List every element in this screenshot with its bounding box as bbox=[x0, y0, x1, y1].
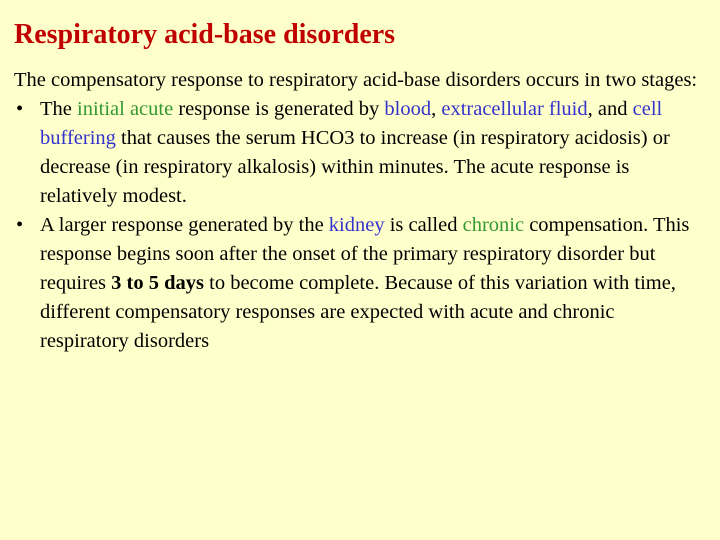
term-kidney: kidney bbox=[328, 213, 385, 236]
slide-title: Respiratory acid-base disorders bbox=[14, 19, 396, 50]
text-segment: response is generated by bbox=[173, 97, 385, 120]
text-segment: , and bbox=[587, 97, 633, 120]
bullet-item-acute bbox=[14, 95, 706, 211]
text-segment: is called bbox=[384, 213, 463, 236]
bullet-marker: • bbox=[16, 213, 24, 236]
term-3-to-5-days: 3 to 5 days bbox=[111, 271, 204, 294]
term-chronic: chronic bbox=[462, 213, 525, 236]
term-extracellular-fluid: extracellular fluid bbox=[441, 97, 588, 120]
text-segment: , bbox=[431, 97, 442, 120]
text-segment: A larger response generated by the bbox=[40, 213, 329, 236]
intro-paragraph: The compensatory response to respiratory acid-base disorders occurs in two stages: bbox=[14, 68, 698, 91]
slide-body bbox=[14, 66, 706, 356]
text-segment: compensation. This response begins soon after the onset of the primary respiratory disorder but requires bbox=[40, 213, 690, 294]
text-segment: The bbox=[40, 97, 77, 120]
bullet-marker: • bbox=[16, 97, 24, 120]
text-segment: that causes the serum HCO3 to increase (in respiratory acidosis) or decrease (in respiratory alkalosis) within minutes. The acute response is relatively modest. bbox=[40, 126, 670, 207]
term-blood: blood bbox=[384, 97, 432, 120]
term-cell-buffering: cell buffering bbox=[40, 97, 663, 149]
bullet-item-chronic bbox=[14, 211, 706, 356]
bullet-list bbox=[14, 95, 706, 356]
term-initial-acute: initial acute bbox=[77, 97, 174, 120]
text-segment: to become complete. Because of this variation with time, different compensatory responses are expected with acute and chronic respiratory disorders bbox=[40, 271, 676, 352]
